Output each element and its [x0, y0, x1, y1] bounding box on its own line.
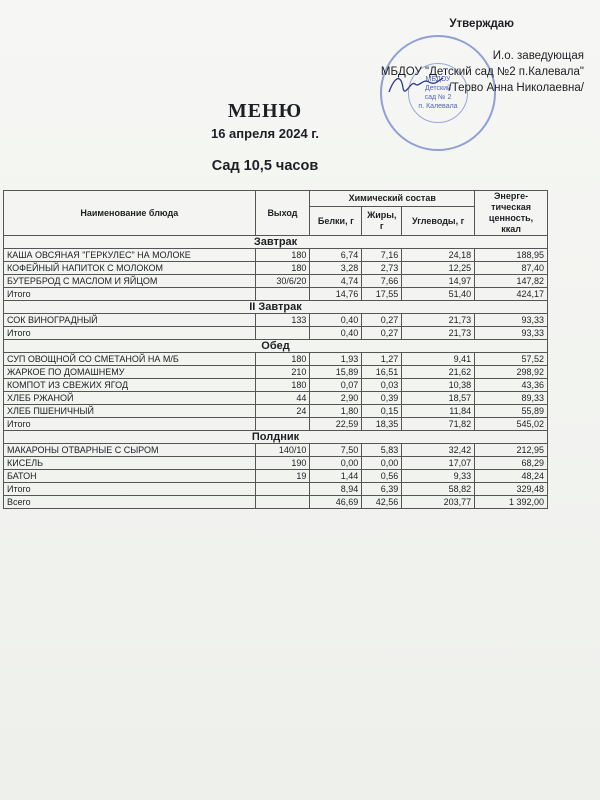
dish-name: ХЛЕБ ПШЕНИЧНЫЙ — [4, 405, 256, 418]
energy-value: 93,33 — [475, 314, 548, 327]
fat-value: 7,16 — [362, 249, 402, 262]
approval-position: И.о. заведующая — [492, 50, 584, 62]
dish-yield: 180 — [255, 249, 310, 262]
dish-name: КИСЕЛЬ — [4, 457, 256, 470]
carb-value: 24,18 — [402, 249, 475, 262]
dish-yield: 180 — [255, 379, 310, 392]
total-row — [4, 418, 548, 431]
total-label: Итого — [4, 483, 256, 496]
empty-cell — [255, 483, 310, 496]
energy-value: 55,89 — [475, 405, 548, 418]
fat-value: 5,83 — [362, 444, 402, 457]
protein-value: 0,00 — [310, 457, 362, 470]
energy-value: 89,33 — [475, 392, 548, 405]
fat-total: 0,27 — [362, 327, 402, 340]
total-row — [4, 483, 548, 496]
dish-yield: 30/6/20 — [255, 275, 310, 288]
carb-value: 18,57 — [402, 392, 475, 405]
stamp-line: МБДОУ — [425, 76, 451, 83]
protein-value: 15,89 — [310, 366, 362, 379]
energy-value: 57,52 — [475, 353, 548, 366]
dish-name: СУП ОВОЩНОЙ СО СМЕТАНОЙ НА М/Б — [4, 353, 256, 366]
header-yield: Выход — [255, 191, 310, 236]
fat-total: 6,39 — [362, 483, 402, 496]
fat-value: 7,66 — [362, 275, 402, 288]
dish-yield: 133 — [255, 314, 310, 327]
protein-grand-total: 46,69 — [310, 496, 362, 509]
table-row — [4, 249, 548, 262]
carb-total: 21,73 — [402, 327, 475, 340]
menu-date: 16 апреля 2024 г. — [210, 126, 320, 141]
header-carb: Углеводы, г — [402, 207, 475, 236]
table-row — [4, 405, 548, 418]
section-row — [4, 236, 548, 249]
carb-value: 9,41 — [402, 353, 475, 366]
energy-value: 87,40 — [475, 262, 548, 275]
stamp-line: сад № 2 — [424, 94, 452, 101]
energy-value: 188,95 — [475, 249, 548, 262]
approval-org: МБДОУ "Детский сад №2 п.Калевала" — [380, 66, 584, 78]
carb-value: 17,07 — [402, 457, 475, 470]
empty-cell — [255, 288, 310, 301]
protein-value: 3,28 — [310, 262, 362, 275]
carb-value: 21,73 — [402, 314, 475, 327]
approval-block — [364, 16, 584, 96]
total-row — [4, 288, 548, 301]
energy-value: 43,36 — [475, 379, 548, 392]
stamp-line: Детский — [425, 85, 451, 92]
fat-value: 0,39 — [362, 392, 402, 405]
total-row — [4, 327, 548, 340]
carb-value: 14,97 — [402, 275, 475, 288]
carb-value: 21,62 — [402, 366, 475, 379]
approval-header: Утверждаю — [449, 18, 514, 30]
dish-yield: 180 — [255, 262, 310, 275]
fat-grand-total: 42,56 — [362, 496, 402, 509]
section-row — [4, 340, 548, 353]
stamp-line: п. Калевала — [418, 103, 458, 110]
dish-yield: 19 — [255, 470, 310, 483]
energy-total: 93,33 — [475, 327, 548, 340]
energy-grand-total: 1 392,00 — [475, 496, 548, 509]
energy-value: 298,92 — [475, 366, 548, 379]
carb-value: 12,25 — [402, 262, 475, 275]
section-title: Обед — [4, 340, 548, 353]
fat-value: 1,27 — [362, 353, 402, 366]
table-row — [4, 470, 548, 483]
energy-value: 68,29 — [475, 457, 548, 470]
protein-total: 8,94 — [310, 483, 362, 496]
dish-yield: 24 — [255, 405, 310, 418]
table-row — [4, 275, 548, 288]
energy-total: 329,48 — [475, 483, 548, 496]
dish-name: ХЛЕБ РЖАНОЙ — [4, 392, 256, 405]
menu-group: Сад 10,5 часов — [211, 158, 319, 174]
table-row — [4, 444, 548, 457]
section-row — [4, 301, 548, 314]
protein-value: 2,90 — [310, 392, 362, 405]
protein-value: 7,50 — [310, 444, 362, 457]
dish-name: КОФЕЙНЫЙ НАПИТОК С МОЛОКОМ — [4, 262, 256, 275]
protein-total: 0,40 — [310, 327, 362, 340]
section-title: Полдник — [4, 431, 548, 444]
header-chemical: Химический состав — [310, 191, 475, 207]
page-title: МЕНЮ — [227, 100, 303, 122]
carb-total: 71,82 — [402, 418, 475, 431]
table-row — [4, 353, 548, 366]
table-row — [4, 392, 548, 405]
header-fat: Жиры, г — [362, 207, 402, 236]
total-label: Итого — [4, 288, 256, 301]
header-energy: Энерге-тическая ценность, ккал — [475, 191, 548, 236]
protein-value: 0,40 — [310, 314, 362, 327]
fat-value: 0,00 — [362, 457, 402, 470]
dish-yield: 180 — [255, 353, 310, 366]
approval-signatory: /Терво Анна Николаевна/ — [448, 82, 584, 94]
table-row — [4, 457, 548, 470]
empty-cell — [255, 327, 310, 340]
protein-value: 4,74 — [310, 275, 362, 288]
carb-value: 9,33 — [402, 470, 475, 483]
dish-name: ЖАРКОЕ ПО ДОМАШНЕМУ — [4, 366, 256, 379]
table-row — [4, 366, 548, 379]
menu-table — [3, 190, 548, 509]
fat-value: 16,51 — [362, 366, 402, 379]
protein-value: 1,80 — [310, 405, 362, 418]
protein-total: 22,59 — [310, 418, 362, 431]
dish-yield: 210 — [255, 366, 310, 379]
carb-value: 10,38 — [402, 379, 475, 392]
carb-total: 58,82 — [402, 483, 475, 496]
energy-value: 212,95 — [475, 444, 548, 457]
total-label: Итого — [4, 418, 256, 431]
fat-value: 0,15 — [362, 405, 402, 418]
empty-cell — [255, 418, 310, 431]
fat-value: 0,56 — [362, 470, 402, 483]
protein-value: 0,07 — [310, 379, 362, 392]
section-title: II Завтрак — [4, 301, 548, 314]
header-dish-name: Наименование блюда — [4, 191, 256, 236]
carb-value: 11,84 — [402, 405, 475, 418]
carb-value: 32,42 — [402, 444, 475, 457]
fat-total: 17,55 — [362, 288, 402, 301]
dish-name: БАТОН — [4, 470, 256, 483]
protein-value: 1,44 — [310, 470, 362, 483]
dish-yield: 190 — [255, 457, 310, 470]
dish-yield: 140/10 — [255, 444, 310, 457]
energy-total: 545,02 — [475, 418, 548, 431]
energy-value: 48,24 — [475, 470, 548, 483]
protein-value: 1,93 — [310, 353, 362, 366]
grand-total-label: Всего — [4, 496, 256, 509]
section-title: Завтрак — [4, 236, 548, 249]
table-row — [4, 314, 548, 327]
dish-name: БУТЕРБРОД С МАСЛОМ И ЯЙЦОМ — [4, 275, 256, 288]
dish-name: МАКАРОНЫ ОТВАРНЫЕ С СЫРОМ — [4, 444, 256, 457]
fat-value: 0,03 — [362, 379, 402, 392]
total-label: Итого — [4, 327, 256, 340]
dish-name: КОМПОТ ИЗ СВЕЖИХ ЯГОД — [4, 379, 256, 392]
grand-total-row — [4, 496, 548, 509]
table-row — [4, 379, 548, 392]
table-row — [4, 262, 548, 275]
energy-total: 424,17 — [475, 288, 548, 301]
dish-name: КАША ОВСЯНАЯ "ГЕРКУЛЕС" НА МОЛОКЕ — [4, 249, 256, 262]
empty-cell — [255, 496, 310, 509]
energy-value: 147,82 — [475, 275, 548, 288]
carb-grand-total: 203,77 — [402, 496, 475, 509]
fat-total: 18,35 — [362, 418, 402, 431]
fat-value: 2,73 — [362, 262, 402, 275]
protein-value: 6,74 — [310, 249, 362, 262]
section-row — [4, 431, 548, 444]
carb-total: 51,40 — [402, 288, 475, 301]
fat-value: 0,27 — [362, 314, 402, 327]
header-protein: Белки, г — [310, 207, 362, 236]
protein-total: 14,76 — [310, 288, 362, 301]
dish-yield: 44 — [255, 392, 310, 405]
dish-name: СОК ВИНОГРАДНЫЙ — [4, 314, 256, 327]
